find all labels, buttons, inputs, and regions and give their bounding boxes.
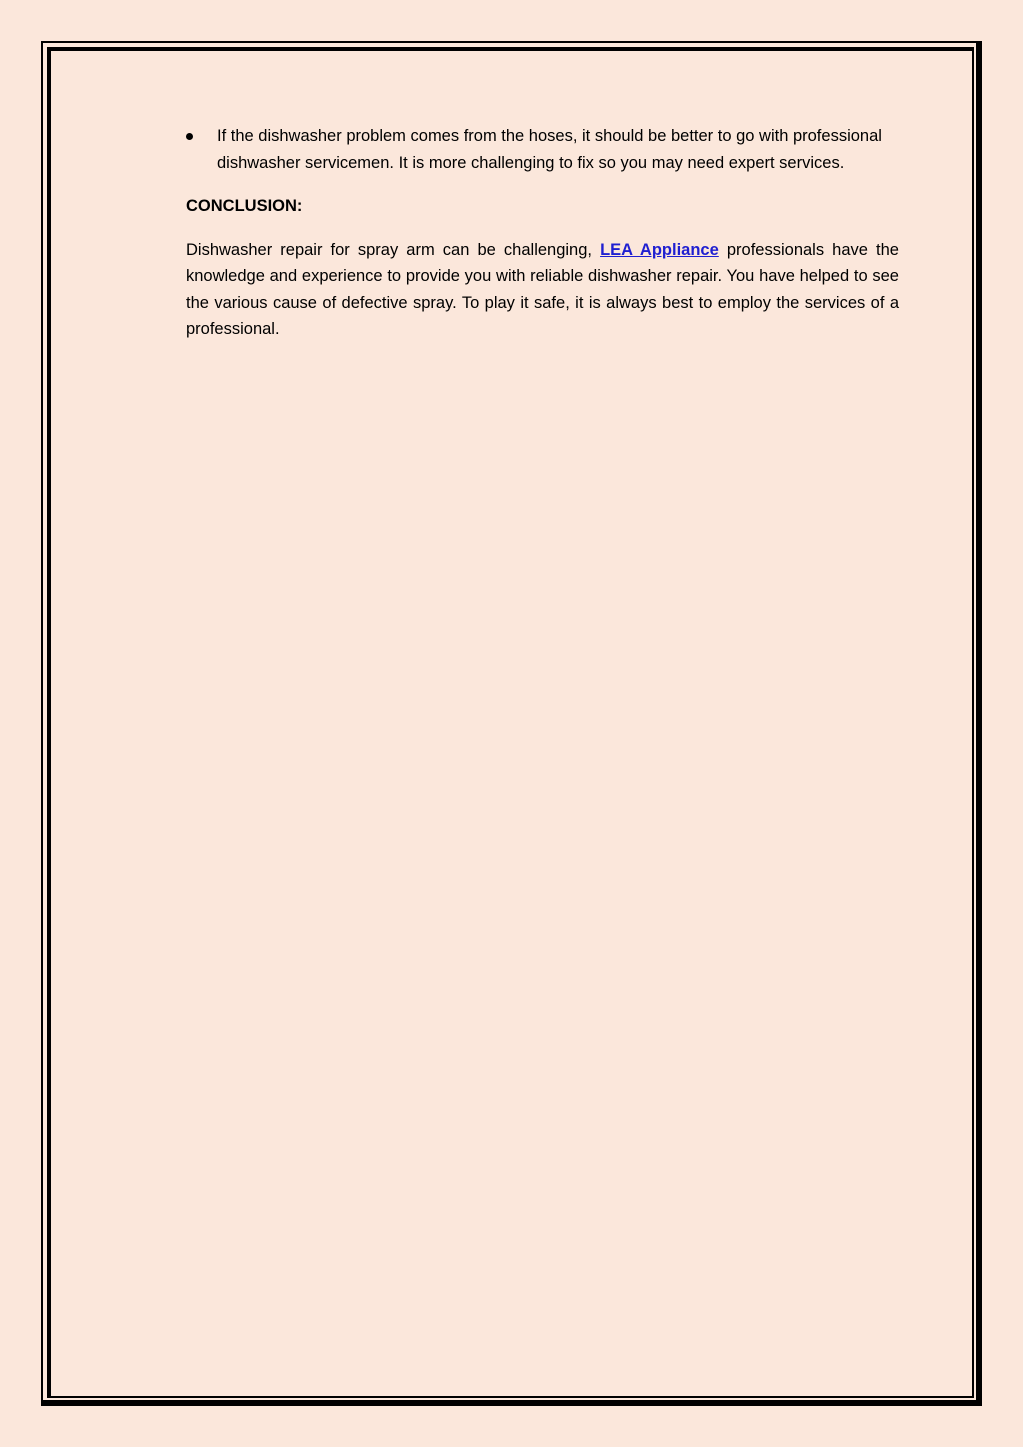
conclusion-paragraph <box>186 237 899 343</box>
bullet-text: If the dishwasher problem comes from the hoses, it should be better to go with professional dishwasher servicemen. It is more challenging to fix so you may need expert services. <box>217 127 882 172</box>
bullet-icon <box>186 133 193 140</box>
section-heading: CONCLUSION: <box>186 197 303 215</box>
paragraph-text-end: professionals have the knowledge and experience to provide you with reliable dishwasher repair. You have helped to see the various cause of defective spray. To play it safe, it is always best to employ the services of a professional. <box>186 240 899 338</box>
list-item <box>186 123 899 176</box>
lea-appliance-link[interactable]: LEA Appliance <box>600 240 719 259</box>
paragraph-text-start: Dishwasher repair for spray arm can be challenging, <box>186 240 601 259</box>
document-body <box>186 123 899 343</box>
